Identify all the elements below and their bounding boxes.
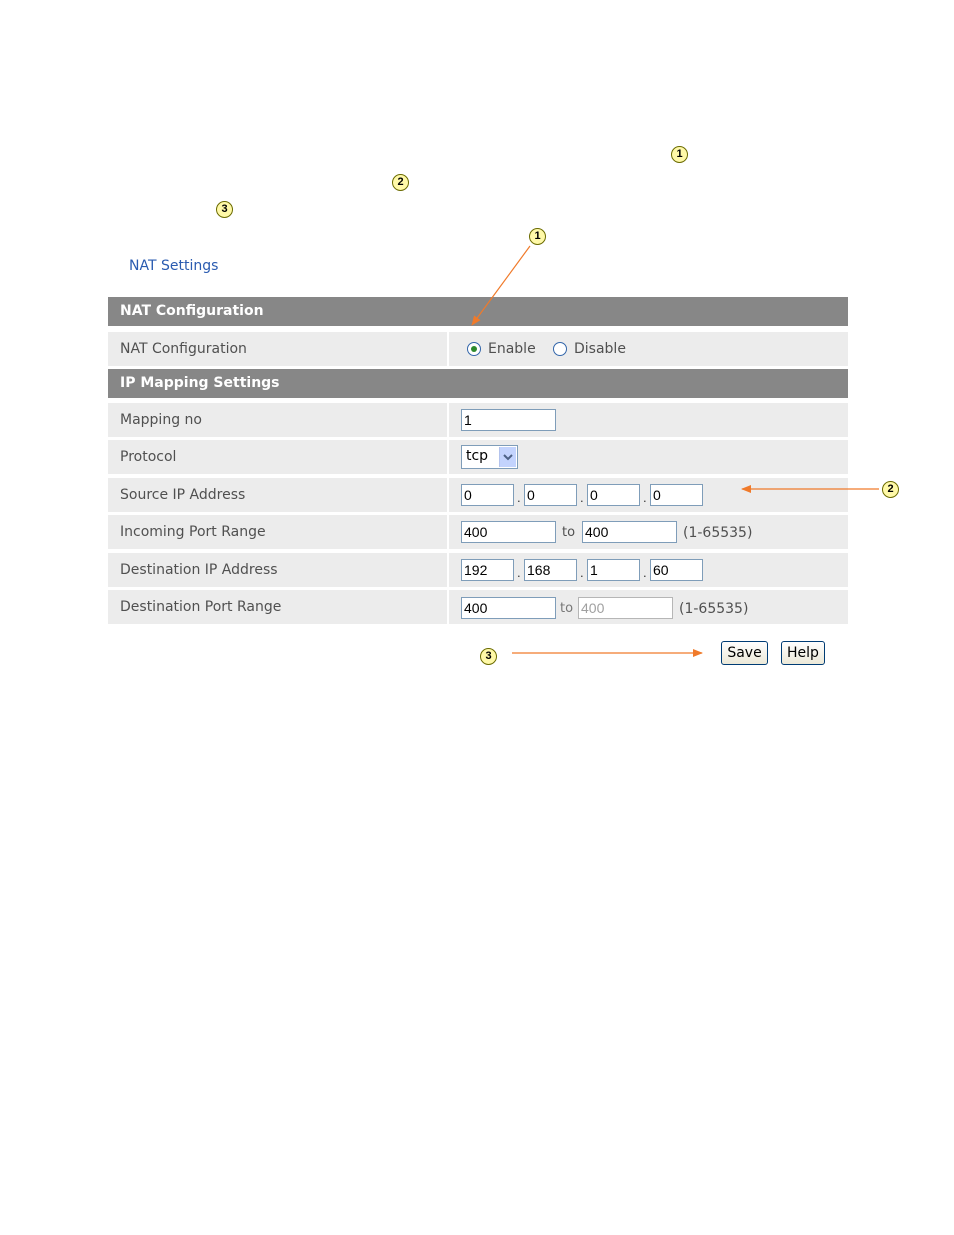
destination-port-to-label: to [560, 601, 574, 616]
destination-ip-octet-4[interactable]: 60 [650, 559, 703, 581]
ip-dot: . [580, 490, 584, 505]
save-button[interactable]: Save [721, 641, 768, 665]
mapping-no-label: Mapping no [108, 403, 447, 437]
destination-port-range-hint: (1-65535) [679, 601, 749, 617]
destination-port-from-input[interactable]: 400 [461, 597, 556, 619]
source-ip-octet-4[interactable]: 0 [650, 484, 703, 506]
protocol-select-value: tcp [466, 448, 489, 464]
ip-dot: . [643, 565, 647, 580]
mapping-no-input[interactable]: 1 [461, 409, 556, 431]
enable-radio-label[interactable]: Enable [488, 341, 536, 357]
callout-marker-2: 2 [392, 174, 409, 191]
nat-configuration-label: NAT Configuration [108, 332, 447, 366]
nat-configuration-header: NAT Configuration [108, 297, 848, 326]
nat-settings-link[interactable]: NAT Settings [129, 258, 219, 274]
callout-marker-3-annotation: 3 [480, 648, 497, 665]
destination-ip-octet-3[interactable]: 1 [587, 559, 640, 581]
protocol-label: Protocol [108, 440, 447, 474]
destination-port-to-input: 400 [578, 597, 673, 619]
incoming-port-range-hint: (1-65535) [683, 525, 753, 541]
destination-ip-octet-2[interactable]: 168 [524, 559, 577, 581]
ip-dot: . [643, 490, 647, 505]
incoming-port-to-input[interactable]: 400 [582, 521, 677, 543]
incoming-port-from-input[interactable]: 400 [461, 521, 556, 543]
disable-radio-label[interactable]: Disable [574, 341, 626, 357]
source-ip-label: Source IP Address [108, 478, 447, 512]
ip-dot: . [580, 565, 584, 580]
incoming-port-to-label: to [562, 525, 576, 540]
help-button[interactable]: Help [781, 641, 825, 665]
callout-marker-3: 3 [216, 201, 233, 218]
source-ip-octet-2[interactable]: 0 [524, 484, 577, 506]
callout-marker-2-annotation: 2 [882, 481, 899, 498]
incoming-port-label: Incoming Port Range [108, 515, 447, 549]
ip-dot: . [517, 565, 521, 580]
source-ip-octet-1[interactable]: 0 [461, 484, 514, 506]
callout-marker-1: 1 [671, 146, 688, 163]
ip-mapping-settings-header: IP Mapping Settings [108, 369, 848, 398]
destination-ip-octet-1[interactable]: 192 [461, 559, 514, 581]
ip-dot: . [517, 490, 521, 505]
destination-ip-label: Destination IP Address [108, 553, 447, 587]
annotation-arrow-1 [472, 246, 530, 325]
destination-port-label: Destination Port Range [108, 590, 447, 624]
source-ip-octet-3[interactable]: 0 [587, 484, 640, 506]
callout-marker-1-annotation: 1 [529, 228, 546, 245]
